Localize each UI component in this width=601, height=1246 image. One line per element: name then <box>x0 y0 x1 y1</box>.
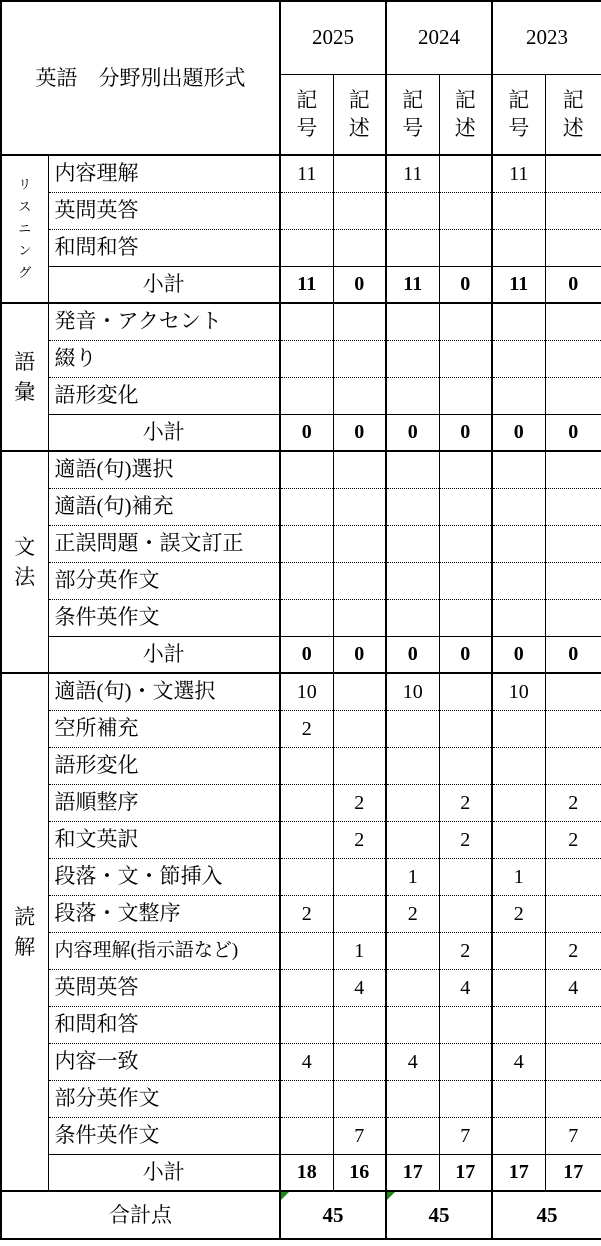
value-cell <box>280 969 333 1006</box>
error-indicator-icon <box>387 1192 395 1200</box>
value-cell: 2 <box>545 821 601 858</box>
subtotal-value: 0 <box>545 636 601 673</box>
subtotal-value: 0 <box>280 636 333 673</box>
value-cell <box>439 192 492 229</box>
value-cell: 2 <box>280 895 333 932</box>
subtotal-value: 11 <box>386 266 439 303</box>
value-cell <box>386 599 439 636</box>
value-cell: 11 <box>280 155 333 192</box>
value-cell <box>333 747 386 784</box>
table-row <box>1 932 601 969</box>
value-cell <box>545 377 601 414</box>
value-cell <box>439 1043 492 1080</box>
value-cell <box>333 1080 386 1117</box>
subtotal-label: 小計 <box>48 1154 280 1191</box>
value-cell <box>280 1080 333 1117</box>
total-value: 45 <box>386 1191 492 1239</box>
value-cell <box>439 858 492 895</box>
row-label: 段落・文・節挿入 <box>48 858 280 895</box>
value-cell <box>545 858 601 895</box>
row-label: 内容理解 <box>48 155 280 192</box>
table-row <box>1 303 601 340</box>
value-cell <box>439 377 492 414</box>
table-title: 英語 分野別出題形式 <box>1 1 280 155</box>
error-indicator-icon <box>281 1192 289 1200</box>
row-label: 内容一致 <box>48 1043 280 1080</box>
subtotal-value: 0 <box>439 266 492 303</box>
value-cell <box>280 747 333 784</box>
value-cell <box>333 858 386 895</box>
subtotal-value: 0 <box>492 414 545 451</box>
subtotal-value: 0 <box>545 414 601 451</box>
value-cell <box>492 969 545 1006</box>
subtotal-value: 11 <box>280 266 333 303</box>
value-cell <box>333 229 386 266</box>
row-label: 適語(句)補充 <box>48 488 280 525</box>
value-cell: 2 <box>439 784 492 821</box>
col-kigou-header: 記 号 <box>492 74 545 155</box>
value-cell <box>545 710 601 747</box>
subtotal-row <box>1 414 601 451</box>
value-cell: 1 <box>333 932 386 969</box>
subtotal-value: 0 <box>386 414 439 451</box>
value-cell <box>545 229 601 266</box>
value-cell <box>439 340 492 377</box>
value-cell <box>492 599 545 636</box>
subtotal-value: 0 <box>492 636 545 673</box>
value-cell <box>439 229 492 266</box>
value-cell <box>386 229 439 266</box>
value-cell <box>545 525 601 562</box>
value-cell <box>333 303 386 340</box>
row-label: 綴り <box>48 340 280 377</box>
value-cell <box>492 821 545 858</box>
table-row <box>1 340 601 377</box>
value-cell <box>492 747 545 784</box>
value-cell <box>280 858 333 895</box>
subtotal-value: 0 <box>280 414 333 451</box>
table-row <box>1 155 601 192</box>
value-cell: 10 <box>492 673 545 710</box>
value-cell <box>386 710 439 747</box>
table-row <box>1 229 601 266</box>
value-cell <box>333 1043 386 1080</box>
value-cell <box>492 192 545 229</box>
value-cell <box>545 340 601 377</box>
value-cell <box>386 747 439 784</box>
subtotal-row <box>1 266 601 303</box>
value-cell <box>439 599 492 636</box>
value-cell: 11 <box>386 155 439 192</box>
value-cell <box>280 377 333 414</box>
subtotal-value: 0 <box>386 636 439 673</box>
row-label: 部分英作文 <box>48 562 280 599</box>
value-cell <box>492 562 545 599</box>
table-row <box>1 821 601 858</box>
row-label: 部分英作文 <box>48 1080 280 1117</box>
value-cell <box>280 340 333 377</box>
subtotal-value: 17 <box>439 1154 492 1191</box>
row-label: 空所補充 <box>48 710 280 747</box>
table-row <box>1 858 601 895</box>
table-row <box>1 488 601 525</box>
value-cell: 2 <box>280 710 333 747</box>
value-cell: 2 <box>333 784 386 821</box>
value-cell <box>439 525 492 562</box>
row-label: 適語(句)・文選択 <box>48 673 280 710</box>
value-cell <box>386 192 439 229</box>
value-cell <box>545 155 601 192</box>
subtotal-value: 17 <box>386 1154 439 1191</box>
value-cell <box>333 673 386 710</box>
value-cell <box>280 192 333 229</box>
value-cell <box>386 451 439 488</box>
category-label: 文 法 <box>1 451 48 673</box>
value-cell <box>439 155 492 192</box>
value-cell <box>386 821 439 858</box>
value-cell <box>439 895 492 932</box>
value-cell <box>386 340 439 377</box>
value-cell: 2 <box>492 895 545 932</box>
subtotal-value: 18 <box>280 1154 333 1191</box>
table-row <box>1 1006 601 1043</box>
row-label: 語形変化 <box>48 747 280 784</box>
value-cell <box>492 488 545 525</box>
value-cell <box>545 673 601 710</box>
subtotal-value: 17 <box>492 1154 545 1191</box>
table-row <box>1 895 601 932</box>
value-cell <box>492 229 545 266</box>
value-cell <box>545 303 601 340</box>
value-cell: 4 <box>439 969 492 1006</box>
value-cell: 1 <box>386 858 439 895</box>
value-cell <box>333 562 386 599</box>
subtotal-value: 0 <box>545 266 601 303</box>
value-cell <box>280 599 333 636</box>
value-cell <box>492 1080 545 1117</box>
value-cell <box>333 451 386 488</box>
value-cell <box>280 451 333 488</box>
value-cell <box>333 155 386 192</box>
value-cell <box>492 784 545 821</box>
table-row <box>1 377 601 414</box>
value-cell <box>545 747 601 784</box>
year-2024-header: 2024 <box>386 1 492 74</box>
value-cell: 2 <box>545 784 601 821</box>
value-cell <box>386 969 439 1006</box>
value-cell <box>333 340 386 377</box>
table-row <box>1 747 601 784</box>
value-cell: 2 <box>545 932 601 969</box>
value-cell: 10 <box>280 673 333 710</box>
table-row <box>1 1080 601 1117</box>
value-cell <box>545 599 601 636</box>
row-label: 正誤問題・誤文訂正 <box>48 525 280 562</box>
value-cell: 4 <box>386 1043 439 1080</box>
category-label: リ ス ニ ン グ <box>1 155 48 303</box>
row-label: 和文英訳 <box>48 821 280 858</box>
subtotal-value: 0 <box>439 414 492 451</box>
value-cell <box>492 451 545 488</box>
value-cell <box>492 340 545 377</box>
subtotal-label: 小計 <box>48 266 280 303</box>
table-row <box>1 525 601 562</box>
value-cell <box>386 1117 439 1154</box>
row-label: 条件英作文 <box>48 1117 280 1154</box>
table-row <box>1 1117 601 1154</box>
table-row <box>1 562 601 599</box>
value-cell <box>280 821 333 858</box>
row-label: 英問英答 <box>48 969 280 1006</box>
col-kijutsu-header: 記 述 <box>333 74 386 155</box>
value-cell <box>439 673 492 710</box>
value-cell <box>386 303 439 340</box>
row-label: 語順整序 <box>48 784 280 821</box>
value-cell <box>386 377 439 414</box>
value-cell <box>439 1006 492 1043</box>
value-cell: 7 <box>545 1117 601 1154</box>
value-cell <box>333 710 386 747</box>
value-cell <box>545 1043 601 1080</box>
value-cell <box>545 1080 601 1117</box>
value-cell <box>492 377 545 414</box>
value-cell <box>333 488 386 525</box>
value-cell <box>492 932 545 969</box>
value-cell: 4 <box>492 1043 545 1080</box>
value-cell <box>386 1006 439 1043</box>
value-cell <box>280 1006 333 1043</box>
row-label: 語形変化 <box>48 377 280 414</box>
col-kigou-header: 記 号 <box>280 74 333 155</box>
category-label: 語 彙 <box>1 303 48 451</box>
value-cell <box>439 562 492 599</box>
value-cell <box>280 525 333 562</box>
value-cell <box>492 525 545 562</box>
value-cell <box>333 377 386 414</box>
value-cell <box>386 488 439 525</box>
table-row <box>1 784 601 821</box>
year-2023-header: 2023 <box>492 1 601 74</box>
table-row <box>1 192 601 229</box>
value-cell <box>545 488 601 525</box>
year-2025-header: 2025 <box>280 1 386 74</box>
value-cell <box>545 1006 601 1043</box>
value-cell <box>386 1080 439 1117</box>
value-cell <box>280 784 333 821</box>
value-cell <box>386 784 439 821</box>
subtotal-label: 小計 <box>48 414 280 451</box>
row-label: 条件英作文 <box>48 599 280 636</box>
value-cell <box>280 229 333 266</box>
value-cell <box>280 488 333 525</box>
value-cell <box>386 562 439 599</box>
subtotal-value: 0 <box>333 636 386 673</box>
subtotal-row <box>1 636 601 673</box>
value-cell <box>386 525 439 562</box>
value-cell <box>439 747 492 784</box>
value-cell <box>545 192 601 229</box>
row-label: 発音・アクセント <box>48 303 280 340</box>
value-cell: 10 <box>386 673 439 710</box>
value-cell <box>280 562 333 599</box>
value-cell: 7 <box>439 1117 492 1154</box>
value-cell <box>439 710 492 747</box>
col-kigou-header: 記 号 <box>386 74 439 155</box>
value-cell <box>439 303 492 340</box>
col-kijutsu-header: 記 述 <box>545 74 601 155</box>
subtotal-value: 16 <box>333 1154 386 1191</box>
value-cell <box>545 451 601 488</box>
table-row <box>1 710 601 747</box>
total-row <box>1 1191 601 1239</box>
value-cell: 4 <box>545 969 601 1006</box>
value-cell <box>545 562 601 599</box>
value-cell <box>492 303 545 340</box>
value-cell <box>492 1006 545 1043</box>
row-label: 適語(句)選択 <box>48 451 280 488</box>
value-cell: 1 <box>492 858 545 895</box>
value-cell: 2 <box>439 932 492 969</box>
table-row <box>1 1043 601 1080</box>
value-cell <box>333 525 386 562</box>
table-row <box>1 599 601 636</box>
table-row <box>1 673 601 710</box>
value-cell <box>492 710 545 747</box>
subtotal-row <box>1 1154 601 1191</box>
value-cell <box>439 488 492 525</box>
value-cell: 4 <box>280 1043 333 1080</box>
value-cell: 11 <box>492 155 545 192</box>
value-cell: 2 <box>439 821 492 858</box>
table-row <box>1 969 601 1006</box>
value-cell <box>333 599 386 636</box>
row-label: 和問和答 <box>48 229 280 266</box>
value-cell <box>439 1080 492 1117</box>
subtotal-value: 0 <box>439 636 492 673</box>
row-label: 段落・文整序 <box>48 895 280 932</box>
value-cell <box>280 932 333 969</box>
subtotal-label: 小計 <box>48 636 280 673</box>
col-kijutsu-header: 記 述 <box>439 74 492 155</box>
value-cell: 7 <box>333 1117 386 1154</box>
value-cell <box>333 192 386 229</box>
value-cell <box>439 451 492 488</box>
row-label: 和問和答 <box>48 1006 280 1043</box>
total-value: 45 <box>280 1191 386 1239</box>
subtotal-value: 0 <box>333 414 386 451</box>
value-cell <box>333 1006 386 1043</box>
table-row <box>1 451 601 488</box>
subtotal-value: 11 <box>492 266 545 303</box>
subtotal-value: 17 <box>545 1154 601 1191</box>
value-cell: 2 <box>333 821 386 858</box>
total-label: 合計点 <box>1 1191 280 1239</box>
value-cell <box>333 895 386 932</box>
value-cell: 2 <box>386 895 439 932</box>
value-cell <box>492 1117 545 1154</box>
subtotal-value: 0 <box>333 266 386 303</box>
row-label: 英問英答 <box>48 192 280 229</box>
value-cell <box>545 895 601 932</box>
category-label: 読 解 <box>1 673 48 1191</box>
value-cell <box>280 303 333 340</box>
value-cell <box>386 932 439 969</box>
total-value: 45 <box>492 1191 601 1239</box>
row-label: 内容理解(指示語など) <box>48 932 280 969</box>
value-cell: 4 <box>333 969 386 1006</box>
value-cell <box>280 1117 333 1154</box>
